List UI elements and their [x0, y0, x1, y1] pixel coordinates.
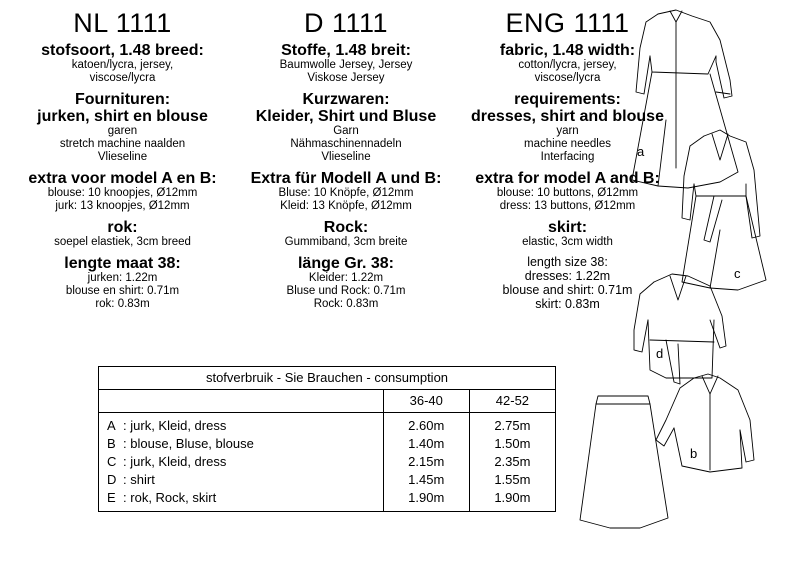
- length-line: Bluse und Rock: 0.71m: [286, 285, 406, 297]
- skirt-e-sketch: [580, 396, 668, 528]
- model-description: : shirt: [123, 472, 155, 487]
- extra-line: dress: 13 buttons, Ø12mm: [499, 200, 636, 212]
- length-line: rok: 0.83m: [95, 298, 150, 310]
- model-description: : rok, Rock, skirt: [123, 489, 383, 512]
- table-row: [99, 489, 556, 512]
- requirements-subtitle: dresses, shirt and blouse: [471, 108, 664, 125]
- extra-line: Bluse: 10 Knöpfe, Ø12mm: [278, 187, 414, 199]
- amount-36-40: 2.15m: [383, 453, 469, 471]
- extra-title: Extra für Modell A und B:: [250, 170, 442, 187]
- shirt-d-sketch: [634, 274, 726, 384]
- length-line: jurken: 1.22m: [87, 272, 158, 284]
- amount-36-40: 1.45m: [383, 471, 469, 489]
- amount-36-40: 1.40m: [383, 435, 469, 453]
- fabric-line: Viskose Jersey: [307, 72, 385, 84]
- length-line: Rock: 0.83m: [313, 298, 379, 310]
- length-line: blouse and shirt: 0.71m: [502, 283, 633, 297]
- table-row: [99, 435, 556, 453]
- column-nl: [10, 6, 235, 311]
- model-description: : jurk, Kleid, dress: [123, 454, 227, 469]
- extra-line: blouse: 10 buttons, Ø12mm: [496, 187, 639, 199]
- column-code: D 1111: [303, 8, 389, 38]
- model-description: : blouse, Bluse, blouse: [123, 436, 254, 451]
- extra-title: extra for model A and B:: [475, 170, 660, 187]
- requirement-line: stretch machine naalden: [59, 138, 186, 150]
- requirement-line: Nähmaschinennadeln: [290, 138, 402, 150]
- skirt-line: elastic, 3cm width: [522, 236, 613, 248]
- blouse-b-sketch: [656, 374, 754, 472]
- table-row: [99, 453, 556, 471]
- fabric-line: Baumwolle Jersey, Jersey: [279, 59, 413, 71]
- consumption-title: stofverbruik - Sie Brauchen - consumption: [99, 367, 556, 390]
- dress-c-sketch: [682, 130, 766, 290]
- skirt-title: Rock:: [323, 219, 369, 236]
- table-row: [99, 413, 556, 436]
- length-line: dresses: 1.22m: [524, 269, 611, 283]
- model-letter: B: [99, 435, 124, 453]
- amount-42-52: 2.35m: [469, 453, 555, 471]
- model-letter: C: [99, 453, 124, 471]
- length-title: lengte maat 38:: [64, 255, 181, 272]
- skirt-title: rok:: [107, 219, 138, 236]
- model-letter: A: [99, 413, 124, 436]
- size-header: 36-40: [383, 390, 469, 413]
- size-header: 42-52: [469, 390, 555, 413]
- garment-sketches: [570, 0, 800, 564]
- requirement-line: garen: [107, 125, 138, 137]
- column-code: NL 1111: [73, 8, 172, 38]
- sketch-label-b: b: [690, 446, 698, 461]
- fabric-line: cotton/lycra, jersey,: [518, 59, 617, 71]
- column-d: [237, 6, 455, 311]
- requirements-title: Kurzwaren:: [302, 91, 390, 108]
- fabric-line: katoen/lycra, jersey,: [71, 59, 174, 71]
- amount-42-52: 2.75m: [469, 413, 555, 436]
- requirement-line: Vlieseline: [321, 151, 371, 163]
- model-letter: D: [99, 471, 124, 489]
- length-title: länge Gr. 38:: [297, 255, 395, 272]
- requirements-subtitle: jurken, shirt en blouse: [37, 108, 208, 125]
- requirement-line: Vlieseline: [97, 151, 148, 163]
- skirt-line: soepel elastiek, 3cm breed: [54, 236, 191, 248]
- amount-42-52: 1.55m: [469, 471, 555, 489]
- requirements-subtitle: Kleider, Shirt und Bluse: [255, 108, 437, 125]
- fabric-title: fabric, 1.48 width:: [499, 42, 636, 59]
- fabric-line: viscose/lycra: [89, 72, 156, 84]
- sketch-label-c: c: [734, 266, 741, 281]
- consumption-table: [98, 366, 556, 512]
- column-code: ENG 1111: [505, 8, 630, 38]
- dress-a-sketch: [632, 10, 738, 188]
- requirement-line: Garn: [333, 125, 359, 137]
- amount-42-52: 1.90m: [469, 489, 555, 512]
- length-line: Kleider: 1.22m: [308, 272, 384, 284]
- fabric-title: stofsoort, 1.48 breed:: [41, 42, 204, 59]
- fabric-title: Stoffe, 1.48 breit:: [281, 42, 411, 59]
- requirements-title: requirements:: [514, 91, 621, 108]
- amount-36-40: 1.90m: [383, 489, 469, 512]
- table-row: [99, 471, 556, 489]
- fabric-line: viscose/lycra: [534, 72, 601, 84]
- skirt-line: Gummiband, 3cm breite: [284, 236, 408, 248]
- extra-line: jurk: 13 knoopjes, Ø12mm: [55, 200, 190, 212]
- requirements-title: Fournituren:: [74, 91, 171, 108]
- amount-36-40: 2.60m: [383, 413, 469, 436]
- extra-title: extra voor model A en B:: [28, 170, 217, 187]
- sketch-label-a: a: [637, 144, 645, 159]
- skirt-title: skirt:: [547, 219, 588, 236]
- model-description: : jurk, Kleid, dress: [123, 418, 227, 433]
- model-letter: E: [99, 489, 124, 512]
- amount-42-52: 1.50m: [469, 435, 555, 453]
- extra-line: blouse: 10 knoopjes, Ø12mm: [47, 187, 198, 199]
- extra-line: Kleid: 13 Knöpfe, Ø12mm: [280, 200, 412, 212]
- requirement-line: Interfacing: [540, 151, 595, 163]
- length-line: skirt: 0.83m: [535, 297, 600, 311]
- requirement-line: machine needles: [524, 138, 611, 150]
- length-title: length size 38:: [527, 255, 608, 269]
- sketch-label-d: d: [656, 346, 664, 361]
- length-line: blouse en shirt: 0.71m: [65, 285, 180, 297]
- requirement-line: yarn: [556, 125, 579, 137]
